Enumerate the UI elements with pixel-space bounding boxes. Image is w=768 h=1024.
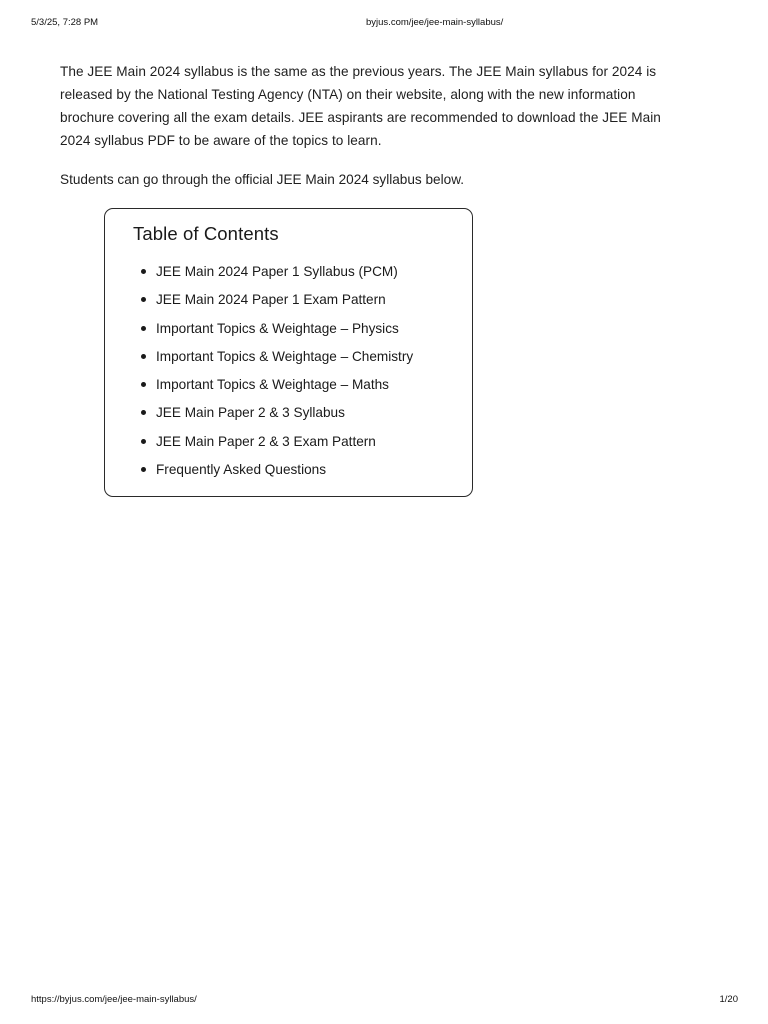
toc-item xyxy=(138,403,413,431)
toc-link-paper1-exam-pattern[interactable]: JEE Main 2024 Paper 1 Exam Pattern xyxy=(156,292,386,308)
print-header-url: byjus.com/jee/jee-main-syllabus/ xyxy=(366,17,504,28)
print-datetime: 5/3/25, 7:28 PM xyxy=(31,17,99,28)
bullet-icon xyxy=(141,297,146,302)
toc-item xyxy=(138,262,413,290)
bullet-icon xyxy=(141,439,146,444)
article-content xyxy=(60,60,720,191)
intro-line: brochure covering all the exam details. JEE aspirants are recommended to download the JEE Main xyxy=(60,110,661,125)
bullet-icon xyxy=(141,467,146,472)
intro-line: 2024 syllabus PDF to be aware of the topics to learn. xyxy=(60,133,382,148)
students-paragraph: Students can go through the official JEE Main 2024 syllabus below. xyxy=(60,172,465,187)
print-footer-url: https://byjus.com/jee/jee-main-syllabus/ xyxy=(31,994,197,1005)
toc-list xyxy=(138,262,413,488)
print-header xyxy=(0,17,768,31)
toc-link-maths-weightage[interactable]: Important Topics & Weightage – Maths xyxy=(156,377,389,393)
toc-item xyxy=(138,319,413,347)
print-footer xyxy=(0,994,768,1008)
intro-paragraph xyxy=(60,60,720,152)
bullet-icon xyxy=(141,354,146,359)
bullet-icon xyxy=(141,269,146,274)
bullet-icon xyxy=(141,326,146,331)
toc-item xyxy=(138,460,413,488)
toc-link-paper2-3-syllabus[interactable]: JEE Main Paper 2 & 3 Syllabus xyxy=(156,405,345,421)
toc-link-paper1-syllabus[interactable]: JEE Main 2024 Paper 1 Syllabus (PCM) xyxy=(156,264,398,279)
toc-link-chemistry-weightage[interactable]: Important Topics & Weightage – Chemistry xyxy=(156,348,414,364)
toc-link-paper2-3-exam-pattern[interactable]: JEE Main Paper 2 & 3 Exam Pattern xyxy=(156,433,376,449)
table-of-contents xyxy=(104,208,473,497)
bullet-icon xyxy=(141,410,146,415)
toc-item xyxy=(138,347,413,375)
intro-line: The JEE Main 2024 syllabus is the same as the previous years. The JEE Main syllabus for 2024 is xyxy=(60,64,657,79)
toc-title: Table of Contents xyxy=(133,223,279,244)
bullet-icon xyxy=(141,382,146,387)
toc-link-faq[interactable]: Frequently Asked Questions xyxy=(156,462,327,478)
toc-item xyxy=(138,290,413,318)
intro-line: released by the National Testing Agency (NTA) on their website, along with the new information xyxy=(60,87,636,102)
toc-item xyxy=(138,375,413,403)
toc-item xyxy=(138,432,413,460)
toc-link-physics-weightage[interactable]: Important Topics & Weightage – Physics xyxy=(156,320,399,336)
page-number: 1/20 xyxy=(719,994,738,1005)
